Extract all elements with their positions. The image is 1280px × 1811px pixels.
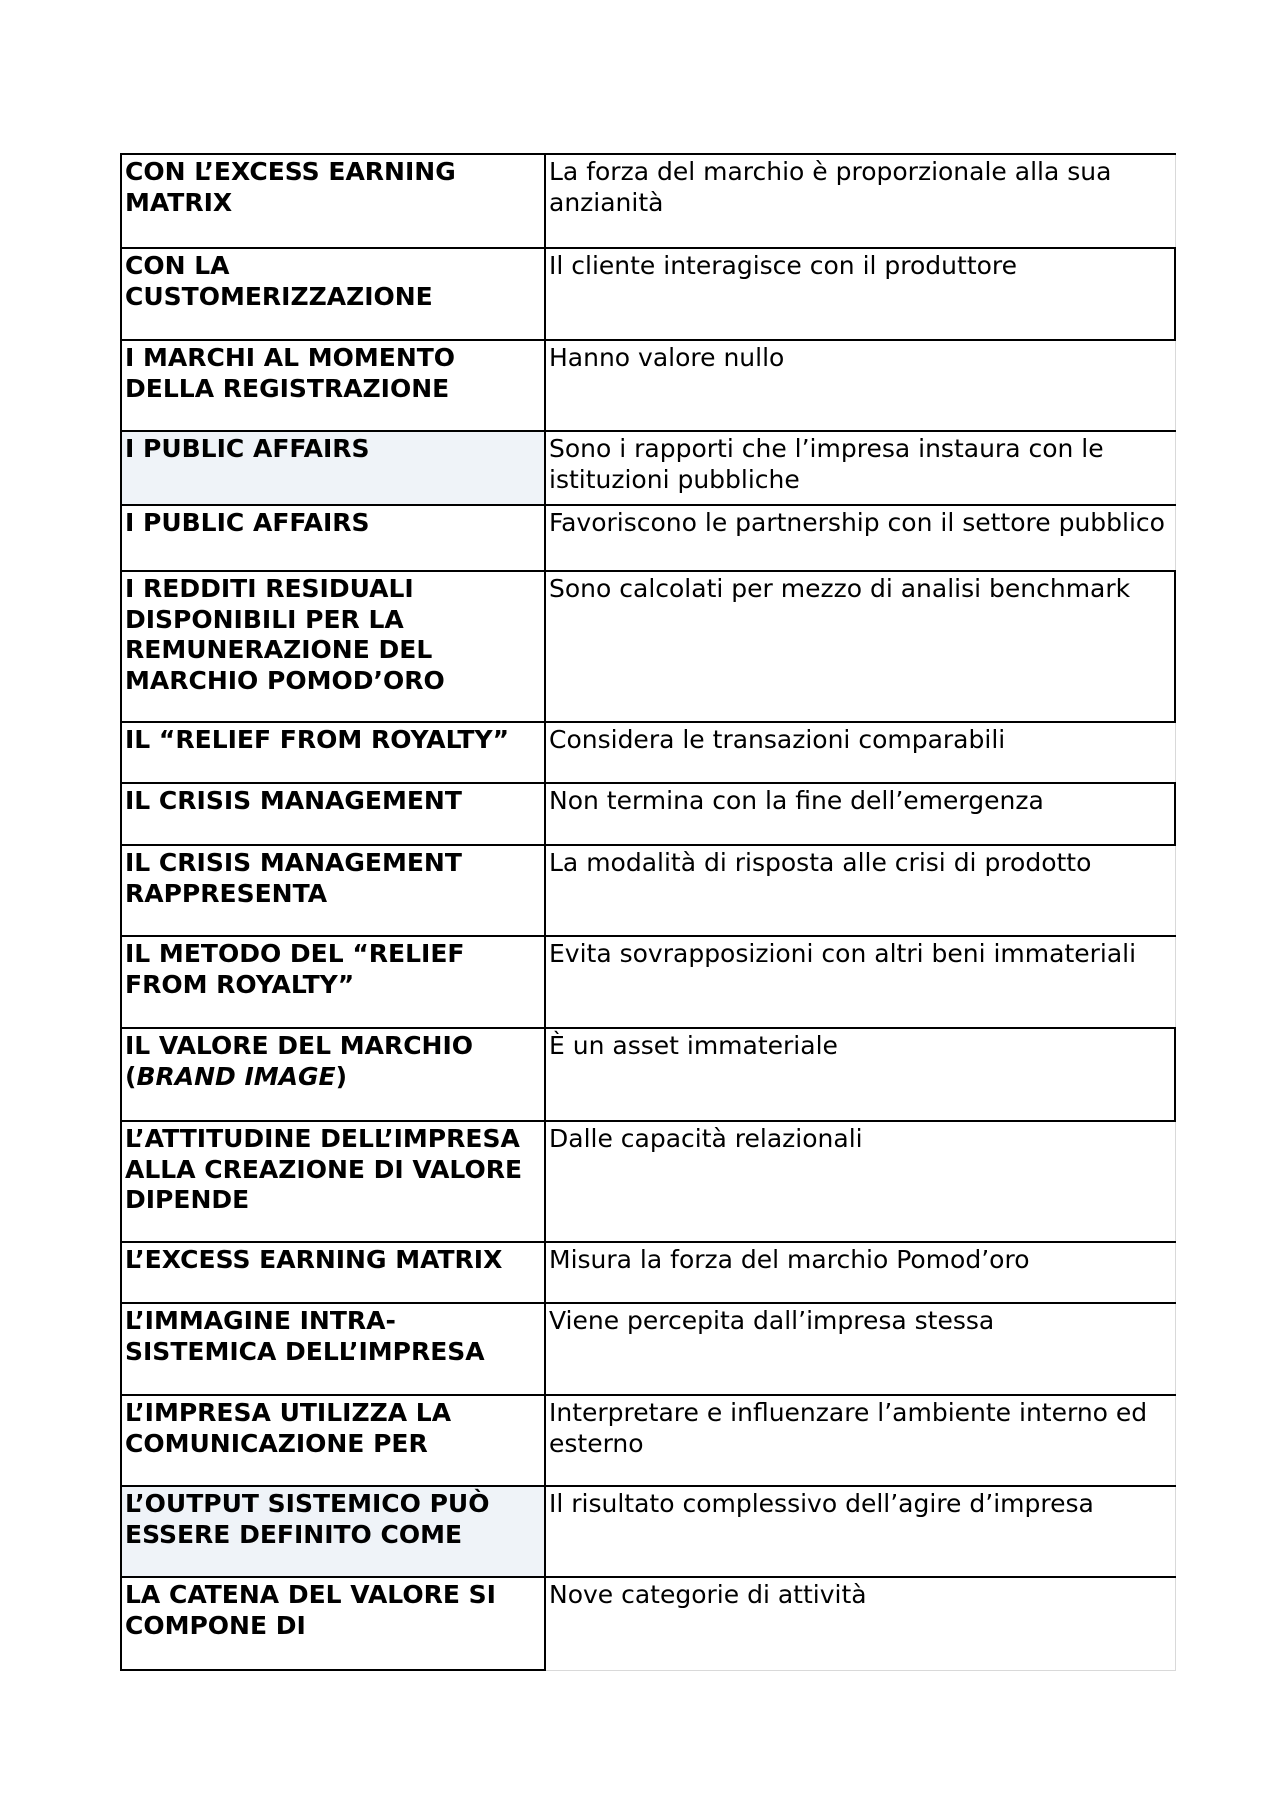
table-row xyxy=(121,845,1175,936)
question-text xyxy=(125,1031,473,1091)
answer-text: La modalità di risposta alle crisi di prodotto xyxy=(549,848,1092,877)
answer-text: Nove categorie di attività xyxy=(549,1580,867,1609)
question-text: I MARCHI AL MOMENTO DELLA REGISTRAZIONE xyxy=(125,343,456,403)
answer-text: Misura la forza del marchio Pomod’oro xyxy=(549,1245,1030,1274)
question-cell xyxy=(121,1242,545,1303)
answer-cell xyxy=(545,936,1175,1028)
answer-text: Interpretare e influenzare l’ambiente interno ed esterno xyxy=(549,1398,1148,1458)
question-text-italic: BRAND IMAGE xyxy=(136,1061,336,1091)
answer-cell xyxy=(545,783,1175,845)
question-text: L’EXCESS EARNING MATRIX xyxy=(125,1245,503,1274)
question-cell xyxy=(121,783,545,845)
answer-cell xyxy=(545,1121,1175,1242)
answer-cell xyxy=(545,1303,1175,1395)
question-cell xyxy=(121,431,545,505)
table-row xyxy=(121,431,1175,505)
table-row xyxy=(121,1303,1175,1395)
answer-cell xyxy=(545,154,1175,248)
answer-cell xyxy=(545,431,1175,505)
question-cell xyxy=(121,505,545,571)
question-cell xyxy=(121,154,545,248)
table-row xyxy=(121,1577,1175,1670)
answer-cell xyxy=(545,1242,1175,1303)
answer-text: Il risultato complessivo dell’agire d’impresa xyxy=(549,1489,1094,1518)
answer-text: Dalle capacità relazionali xyxy=(549,1124,863,1153)
question-cell xyxy=(121,571,545,722)
answer-cell xyxy=(545,1577,1175,1670)
table-row xyxy=(121,936,1175,1028)
answer-text: Hanno valore nullo xyxy=(549,343,785,372)
table-row xyxy=(121,1028,1175,1121)
question-cell xyxy=(121,1395,545,1486)
answer-text: La forza del marchio è proporzionale alla sua anzianità xyxy=(549,157,1112,217)
question-cell xyxy=(121,1303,545,1395)
table-row xyxy=(121,505,1175,571)
question-cell xyxy=(121,248,545,340)
table-row xyxy=(121,1242,1175,1303)
table-row xyxy=(121,1486,1175,1577)
table-row xyxy=(121,571,1175,722)
question-text: IL CRISIS MANAGEMENT xyxy=(125,786,462,815)
question-cell xyxy=(121,1121,545,1242)
question-text: IL CRISIS MANAGEMENT RAPPRESENTA xyxy=(125,848,462,908)
answer-text: Considera le transazioni comparabili xyxy=(549,725,1006,754)
question-cell xyxy=(121,1486,545,1577)
answer-text: Il cliente interagisce con il produttore xyxy=(549,251,1018,280)
answer-cell xyxy=(545,1486,1175,1577)
question-cell xyxy=(121,845,545,936)
question-cell xyxy=(121,936,545,1028)
question-text: L’IMMAGINE INTRA-SISTEMICA DELL’IMPRESA xyxy=(125,1306,485,1366)
question-cell xyxy=(121,340,545,431)
table-row xyxy=(121,340,1175,431)
table-row xyxy=(121,1121,1175,1242)
answer-text: È un asset immateriale xyxy=(549,1031,838,1060)
question-text: CON L’EXCESS EARNING MATRIX xyxy=(125,157,456,217)
table-row xyxy=(121,248,1175,340)
question-cell xyxy=(121,1577,545,1670)
question-text: L’OUTPUT SISTEMICO PUÒ ESSERE DEFINITO COME xyxy=(125,1489,490,1549)
table-row xyxy=(121,154,1175,248)
question-text: LA CATENA DEL VALORE SI COMPONE DI xyxy=(125,1580,496,1640)
answer-cell xyxy=(545,1028,1175,1121)
answer-cell xyxy=(545,340,1175,431)
question-text: I PUBLIC AFFAIRS xyxy=(125,508,370,537)
answer-cell xyxy=(545,571,1175,722)
question-cell xyxy=(121,1028,545,1121)
table-row xyxy=(121,1395,1175,1486)
question-text-suffix: ) xyxy=(335,1061,348,1091)
qa-table xyxy=(120,153,1176,1671)
answer-cell xyxy=(545,1395,1175,1486)
question-text: L’IMPRESA UTILIZZA LA COMUNICAZIONE PER xyxy=(125,1398,452,1458)
answer-cell xyxy=(545,248,1175,340)
question-text: L’ATTITUDINE DELL’IMPRESA ALLA CREAZIONE DI VALORE DIPENDE xyxy=(125,1124,523,1214)
question-text: CON LA CUSTOMERIZZAZIONE xyxy=(125,251,433,311)
question-text: IL “RELIEF FROM ROYALTY” xyxy=(125,725,509,754)
question-text: I REDDITI RESIDUALI DISPONIBILI PER LA REMUNERAZIONE DEL MARCHIO POMOD’ORO xyxy=(125,574,445,695)
answer-cell xyxy=(545,722,1175,783)
table-row xyxy=(121,722,1175,783)
answer-text: Sono i rapporti che l’impresa instaura con le istituzioni pubbliche xyxy=(549,434,1104,494)
answer-text: Favoriscono le partnership con il settore pubblico xyxy=(549,508,1165,537)
answer-text: Viene percepita dall’impresa stessa xyxy=(549,1306,995,1335)
answer-text: Non termina con la fine dell’emergenza xyxy=(549,786,1044,815)
question-text: IL METODO DEL “RELIEF FROM ROYALTY” xyxy=(125,939,465,999)
answer-text: Sono calcolati per mezzo di analisi benchmark xyxy=(549,574,1131,603)
question-cell xyxy=(121,722,545,783)
table-row xyxy=(121,783,1175,845)
answer-text: Evita sovrapposizioni con altri beni immateriali xyxy=(549,939,1137,968)
question-text: I PUBLIC AFFAIRS xyxy=(125,434,370,463)
question-text-prefix: IL VALORE DEL MARCHIO ( xyxy=(125,1031,474,1091)
answer-cell xyxy=(545,505,1175,571)
answer-cell xyxy=(545,845,1175,936)
